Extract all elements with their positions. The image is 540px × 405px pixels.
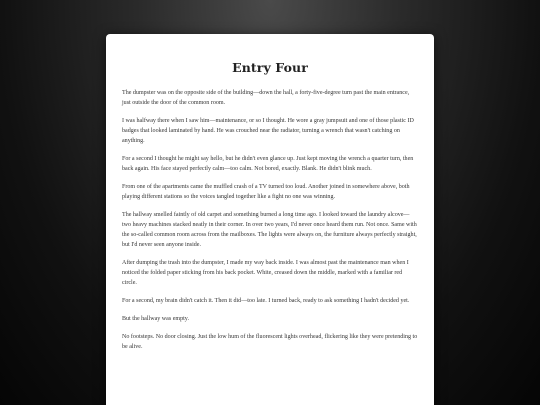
paragraph-6: After dumping the trash into the dumpster, I made my way back inside. I was almost past the maintenance man when I noticed the folded paper sticking from his back pocket. White, creased down the middle, marked with a familiar red circle. xyxy=(122,260,409,287)
paragraph-8: But the hallway was empty. xyxy=(122,316,189,323)
paragraph-4: From one of the apartments came the muffled crash of a TV turned too loud. Another joined in somewhere above, both playing different stations so the voices tangled together like a fight no one was winning. xyxy=(122,184,410,201)
document-page xyxy=(106,34,434,405)
entry-title: Entry Four xyxy=(232,60,308,75)
paragraph-2: I was halfway there when I saw him—maintenance, or so I thought. He wore a gray jumpsuit and one of those plastic ID badges that looked laminated by hand. He was crouched near the radiator, turning a wrench that wasn't catching on anything. xyxy=(122,117,414,145)
paragraph-3: For a second I thought he might say hello, but he didn't even glance up. Just kept moving the wrench a quarter turn, then back again. His face stayed perfectly calm—too calm. Not bored, exactly. Blank. He didn't blink much. xyxy=(122,156,414,173)
paragraph-1: The dumpster was on the opposite side of the building—down the hall, a forty-five-degree turn past the main entrance, just outside the door of the common room. xyxy=(122,90,410,107)
paragraph-5: The hallway smelled faintly of old carpet and something burned a long time ago. I looked toward the laundry alcove—two heavy machines stacked neatly in their corner. In over two years, I'd never once heard them run. Not once. Same with the so-called common room across from the mailboxes. The lights were always on, the furniture always perfectly straight, but I'd never seen anyone inside. xyxy=(122,212,417,249)
paragraph-9: No footsteps. No door closing. Just the low hum of the fluorescent lights overhead, flickering like they were pretending to be alive. xyxy=(122,334,418,351)
paragraph-7: For a second, my brain didn't catch it. Then it did—too late. I turned back, ready to ask something I hadn't decided yet. xyxy=(122,298,410,305)
